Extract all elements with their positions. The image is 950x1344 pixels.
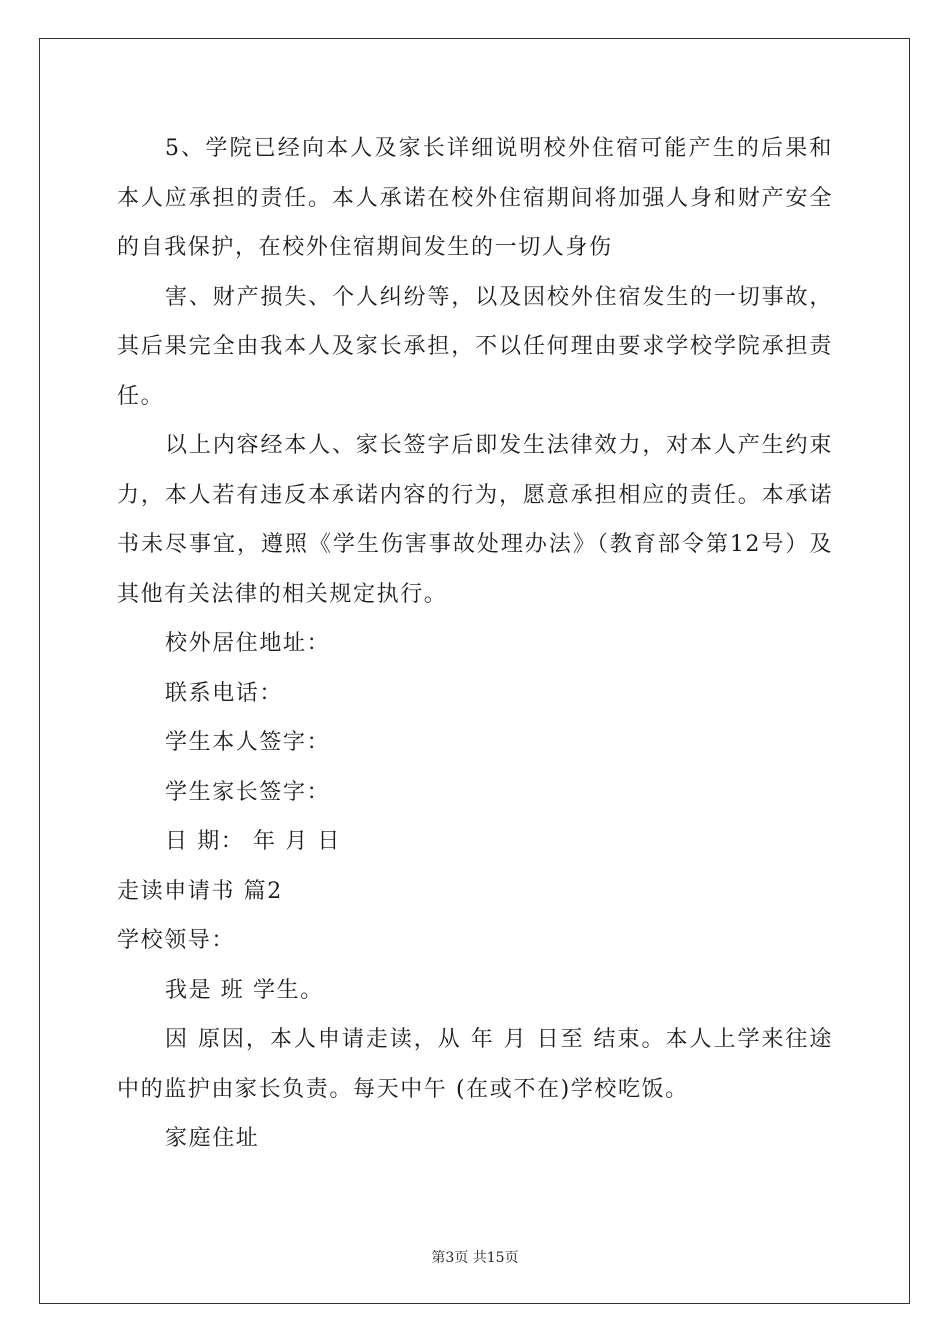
salutation: 学校领导：	[117, 928, 236, 953]
section-heading: 走读申请书 篇2	[117, 878, 283, 904]
paragraph-request: 因 原因，本人申请走读，从 年 月 日至 结束。本人上学来往途中的监护由家长负责。每天中午 (在或不在)学校吃饭。	[117, 1027, 833, 1102]
page-number-footer: 第3页 共15页	[431, 1250, 519, 1266]
field-date: 日 期： 年 月 日	[165, 829, 341, 854]
field-contact-phone: 联系电话：	[165, 680, 284, 706]
paragraph-commitment-5-continued: 害、财产损失、个人纠纷等，以及因校外住宿发生的一切事故，其后果完全由我本人及家长承担，不以任何理由要求学校学院承担责任。	[117, 284, 833, 409]
field-offcampus-address: 校外居住地址：	[165, 631, 331, 656]
document-body	[117, 124, 833, 1164]
field-student-signature: 学生本人签字：	[165, 730, 331, 755]
field-home-address: 家庭住址	[165, 1126, 260, 1151]
field-parent-signature: 学生家长签字：	[165, 779, 331, 805]
paragraph-commitment-5: 5、学院已经向本人及家长详细说明校外住宿可能产生的后果和本人应承担的责任。本人承诺在校外住宿期间将加强人身和财产安全的自我保护，在校外住宿期间发生的一切人身伤	[117, 136, 833, 260]
paragraph-intro: 我是 班 学生。	[165, 977, 324, 1003]
paragraph-legal-effect: 以上内容经本人、家长签字后即发生法律效力，对本人产生约束力，本人若有违反本承诺内容的行为，愿意承担相应的责任。本承诺书未尽事宜，遵照《学生伤害事故处理办法》（教育部令第12号）及其他有关法律的相关规定执行。	[117, 433, 833, 607]
